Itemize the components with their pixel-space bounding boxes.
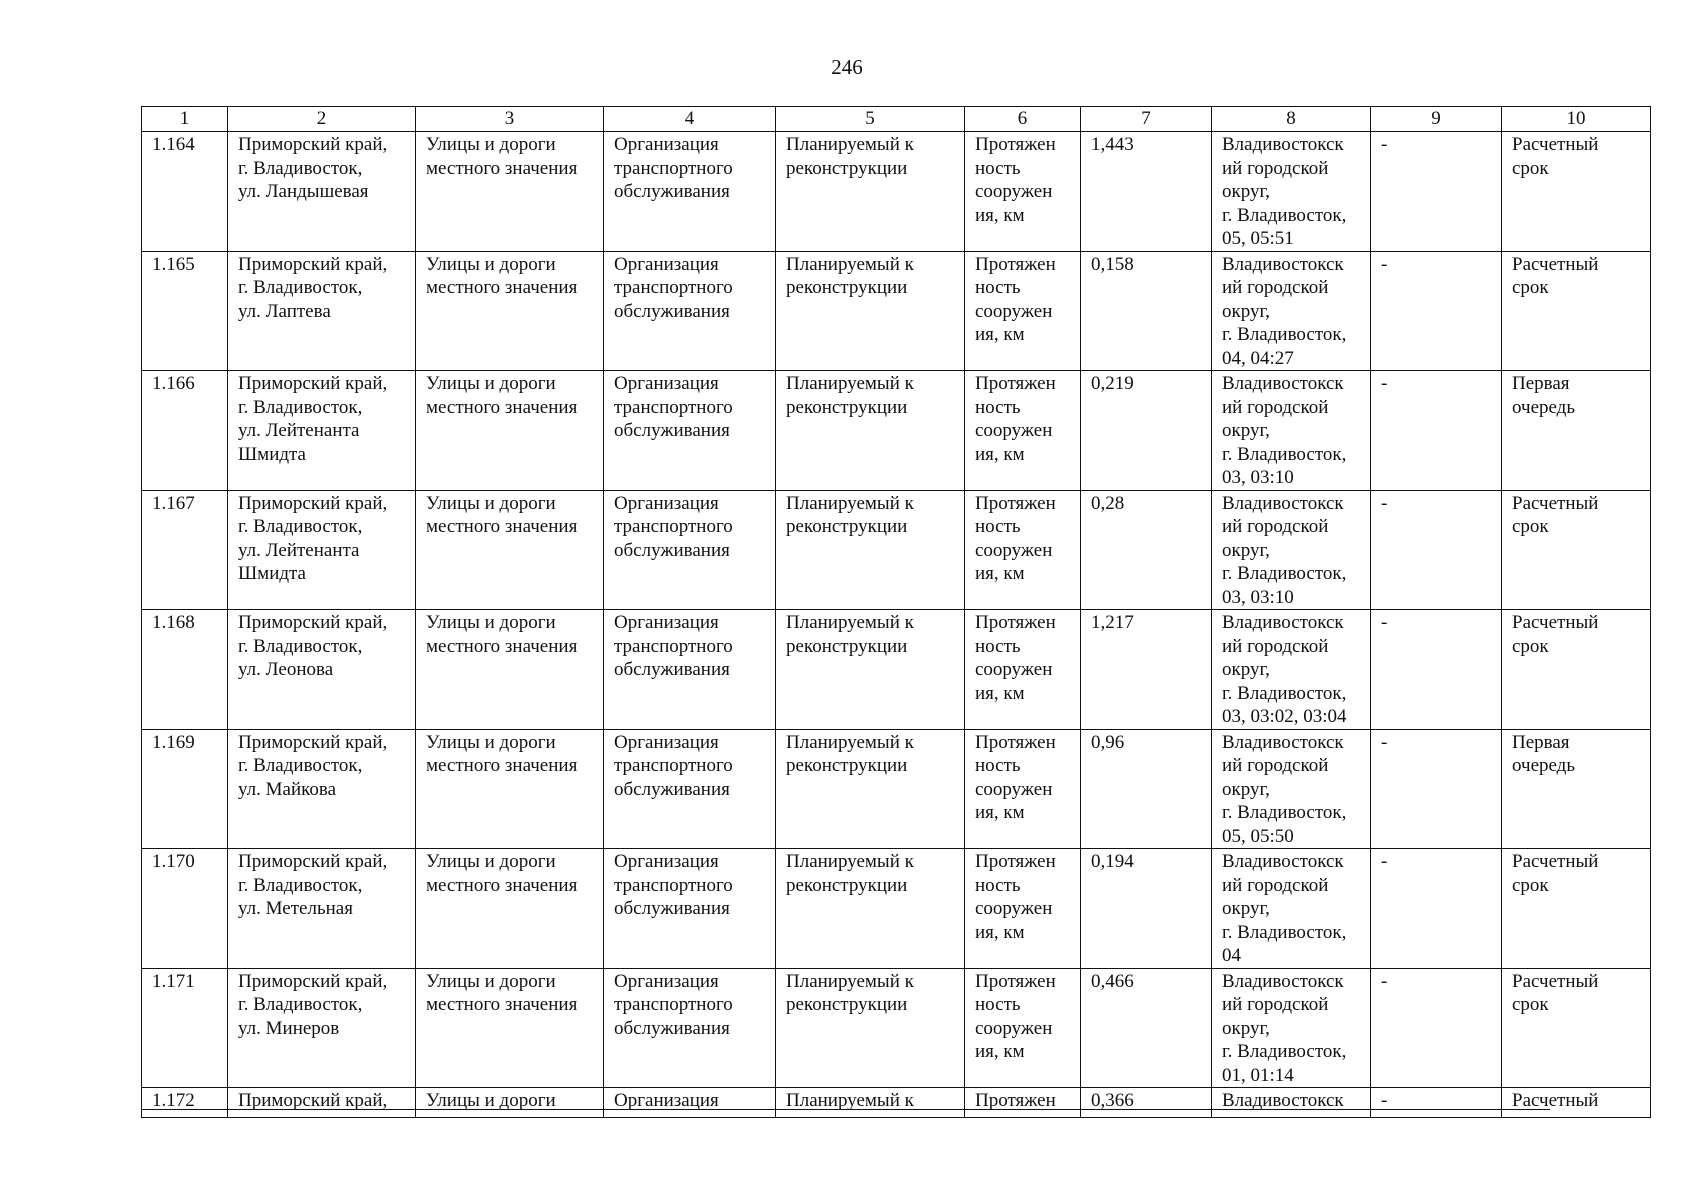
term-text: Расчетный срок: [1512, 970, 1599, 1015]
characteristic-cell: [965, 729, 1081, 849]
status-text: Планируемый к реконструкции: [786, 492, 914, 537]
zone-cell: [1212, 490, 1371, 610]
table-row: [142, 371, 1651, 491]
zone-text: Владивостокск ий городской округ, г. Владивосток, 03, 03:02, 03:04: [1222, 612, 1347, 727]
purpose-cell: [604, 610, 776, 730]
purpose-text: Организация транспортного обслуживания: [614, 253, 733, 322]
row-number-cell: [142, 1088, 228, 1118]
status-cell: [776, 251, 965, 371]
value-text: 0,96: [1091, 731, 1125, 753]
purpose-text: Организация транспортного обслуживания: [614, 851, 733, 919]
status-text: Планируемый к реконструкции: [786, 373, 914, 418]
location-cell: [228, 968, 416, 1088]
column-header: 2: [228, 107, 416, 132]
status-text: Планируемый к реконструкции: [786, 612, 914, 657]
object-type-text: Улицы и дороги местного значения: [426, 373, 578, 418]
characteristic-cell: [965, 251, 1081, 371]
location-text: Приморский край, г. Владивосток, ул. Минеров: [238, 970, 388, 1039]
term-text: Расчетный срок: [1512, 134, 1599, 179]
column-header: 8: [1212, 107, 1371, 132]
zone-cell: [1212, 1088, 1371, 1118]
page-number: 246: [831, 55, 863, 79]
term-text: Расчетный срок: [1512, 612, 1599, 657]
zone-text: Владивостокск ий городской округ, г. Владивосток, 01, 01:14: [1222, 970, 1347, 1086]
characteristic-cell: [965, 132, 1081, 252]
value-text: 0,466: [1091, 970, 1134, 992]
purpose-cell: [604, 490, 776, 610]
row-number-cell: [142, 251, 228, 371]
zone-cell: [1212, 371, 1371, 491]
characteristic-text: Протяжен ность сооружен ия, км: [975, 731, 1056, 823]
row-number-cell: [142, 132, 228, 252]
table-row: [142, 1088, 1651, 1118]
zone-cell: [1212, 729, 1371, 849]
value-text: 0,28: [1091, 492, 1125, 514]
purpose-text: Организация транспортного обслуживания: [614, 970, 733, 1039]
object-type-text: Улицы и дороги местного значения: [426, 492, 578, 537]
term-text: Расчетный срок: [1512, 253, 1599, 298]
column-9-cell: [1371, 251, 1502, 371]
object-type-cell: [416, 371, 604, 491]
row-number: 1.169: [152, 731, 195, 753]
column-9-cell: [1371, 1088, 1502, 1118]
purpose-cell: [604, 132, 776, 252]
column-9-text: -: [1381, 851, 1388, 872]
location-text: Приморский край, г. Владивосток, ул. Лейтенанта Шмидта: [238, 373, 388, 465]
characteristic-text: Протяжен ность сооружен ия, км: [975, 134, 1056, 226]
status-cell: [776, 849, 965, 969]
status-text: Планируемый к реконструкции: [786, 970, 914, 1015]
location-text: Приморский край, г. Владивосток, ул. Лаптева: [238, 253, 388, 322]
column-header: 10: [1502, 107, 1651, 132]
object-type-cell: [416, 1088, 604, 1118]
value-cell: [1081, 729, 1212, 849]
status-text: Планируемый к реконструкции: [786, 851, 914, 896]
row-number-cell: [142, 610, 228, 730]
term-cell: [1502, 968, 1651, 1088]
zone-text: Владивостокск ий городской округ, г. Владивосток, 03, 03:10: [1222, 492, 1347, 608]
location-text: Приморский край, г. Владивосток, ул. Метельная: [238, 851, 388, 919]
purpose-text: Организация: [614, 1090, 719, 1111]
column-9-text: -: [1381, 970, 1388, 992]
object-type-text: Улицы и дороги местного значения: [426, 851, 578, 896]
table-row: [142, 968, 1651, 1088]
term-text: Расчетный срок: [1512, 492, 1599, 537]
status-cell: [776, 371, 965, 491]
location-cell: [228, 729, 416, 849]
row-number-cell: [142, 968, 228, 1088]
location-text: Приморский край, г. Владивосток, ул. Майкова: [238, 731, 388, 800]
row-number: 1.172: [152, 1090, 195, 1111]
characteristic-text: Протяжен ность сооружен ия, км: [975, 373, 1056, 465]
value-text: 0,158: [1091, 253, 1134, 275]
term-cell: [1502, 610, 1651, 730]
location-cell: [228, 251, 416, 371]
zone-text: Владивостокск ий городской округ, г. Владивосток, 05, 05:50: [1222, 731, 1347, 847]
row-number: 1.165: [152, 253, 195, 275]
column-header: 9: [1371, 107, 1502, 132]
status-cell: [776, 729, 965, 849]
column-9-cell: [1371, 132, 1502, 252]
table-row: [142, 729, 1651, 849]
object-type-cell: [416, 968, 604, 1088]
term-cell: [1502, 371, 1651, 491]
row-number: 1.167: [152, 492, 195, 514]
column-header: 5: [776, 107, 965, 132]
characteristic-text: Протяжен ность сооружен ия, км: [975, 492, 1056, 584]
object-type-text: Улицы и дороги местного значения: [426, 970, 578, 1015]
location-text: Приморский край,: [238, 1090, 388, 1111]
purpose-cell: [604, 371, 776, 491]
table-row: [142, 610, 1651, 730]
value-cell: [1081, 490, 1212, 610]
term-text: Первая очередь: [1512, 731, 1576, 776]
status-cell: [776, 1088, 965, 1118]
characteristic-cell: [965, 371, 1081, 491]
purpose-text: Организация транспортного обслуживания: [614, 612, 733, 680]
object-type-cell: [416, 490, 604, 610]
object-type-cell: [416, 849, 604, 969]
purpose-cell: [604, 1088, 776, 1118]
column-9-cell: [1371, 849, 1502, 969]
zone-cell: [1212, 849, 1371, 969]
column-9-text: -: [1381, 373, 1388, 394]
term-cell: [1502, 490, 1651, 610]
purpose-text: Организация транспортного обслуживания: [614, 134, 733, 202]
location-cell: [228, 610, 416, 730]
status-text: Планируемый к реконструкции: [786, 731, 914, 776]
row-number-cell: [142, 490, 228, 610]
status-text: Планируемый к реконструкции: [786, 253, 914, 298]
term-cell: [1502, 849, 1651, 969]
column-header: 7: [1081, 107, 1212, 132]
location-cell: [228, 490, 416, 610]
characteristic-cell: [965, 968, 1081, 1088]
characteristic-cell: [965, 1088, 1081, 1118]
purpose-cell: [604, 251, 776, 371]
zone-text: Владивостокск ий городской округ, г. Владивосток, 05, 05:51: [1222, 134, 1347, 249]
status-cell: [776, 490, 965, 610]
object-type-cell: [416, 610, 604, 730]
object-type-text: Улицы и дороги местного значения: [426, 612, 578, 657]
zone-cell: [1212, 251, 1371, 371]
value-text: 0,366: [1091, 1090, 1134, 1111]
location-cell: [228, 849, 416, 969]
column-header: 1: [142, 107, 228, 132]
column-header: 3: [416, 107, 604, 132]
location-text: Приморский край, г. Владивосток, ул. Лейтенанта Шмидта: [238, 492, 388, 584]
status-text: Планируемый к реконструкции: [786, 134, 914, 179]
term-cell: [1502, 729, 1651, 849]
column-9-text: -: [1381, 134, 1388, 155]
zone-text: Владивостокск: [1222, 1090, 1344, 1111]
column-9-text: -: [1381, 253, 1388, 275]
value-text: 1,217: [1091, 612, 1134, 633]
value-cell: [1081, 849, 1212, 969]
status-text: Планируемый к: [786, 1090, 914, 1111]
table-row: [142, 251, 1651, 371]
header-row: [142, 107, 1651, 132]
value-cell: [1081, 132, 1212, 252]
object-type-text: Улицы и дороги местного значения: [426, 253, 578, 298]
value-cell: [1081, 610, 1212, 730]
characteristic-text: Протяжен: [975, 1090, 1056, 1111]
purpose-text: Организация транспортного обслуживания: [614, 373, 733, 441]
value-cell: [1081, 1088, 1212, 1118]
object-type-text: Улицы и дороги местного значения: [426, 731, 578, 776]
zone-text: Владивостокск ий городской округ, г. Владивосток, 04, 04:27: [1222, 253, 1347, 369]
zone-text: Владивостокск ий городской округ, г. Владивосток, 03, 03:10: [1222, 373, 1347, 488]
status-cell: [776, 968, 965, 1088]
row-number: 1.170: [152, 851, 195, 872]
registry-table: [141, 106, 1651, 1118]
column-9-cell: [1371, 610, 1502, 730]
row-number: 1.171: [152, 970, 195, 992]
zone-cell: [1212, 968, 1371, 1088]
purpose-text: Организация транспортного обслуживания: [614, 731, 733, 800]
column-9-text: -: [1381, 612, 1388, 633]
object-type-cell: [416, 132, 604, 252]
column-9-cell: [1371, 729, 1502, 849]
table-row: [142, 490, 1651, 610]
value-cell: [1081, 251, 1212, 371]
value-cell: [1081, 968, 1212, 1088]
characteristic-cell: [965, 849, 1081, 969]
row-number: 1.168: [152, 612, 195, 633]
term-text: Расчетный срок: [1512, 851, 1599, 896]
value-text: 0,194: [1091, 851, 1134, 872]
characteristic-text: Протяжен ность сооружен ия, км: [975, 612, 1056, 704]
row-number: 1.166: [152, 373, 195, 394]
purpose-cell: [604, 849, 776, 969]
purpose-cell: [604, 968, 776, 1088]
location-text: Приморский край, г. Владивосток, ул. Ландышевая: [238, 134, 388, 202]
status-cell: [776, 132, 965, 252]
registry-table-container: [141, 106, 1599, 1111]
column-9-text: -: [1381, 731, 1388, 753]
value-cell: [1081, 371, 1212, 491]
term-cell: [1502, 132, 1651, 252]
column-header: 6: [965, 107, 1081, 132]
term-text: Расчетный: [1512, 1090, 1599, 1111]
characteristic-cell: [965, 490, 1081, 610]
column-9-cell: [1371, 371, 1502, 491]
row-number: 1.164: [152, 134, 195, 155]
table-row: [142, 132, 1651, 252]
zone-cell: [1212, 132, 1371, 252]
purpose-cell: [604, 729, 776, 849]
value-text: 1,443: [1091, 134, 1134, 155]
location-text: Приморский край, г. Владивосток, ул. Леонова: [238, 612, 388, 680]
characteristic-text: Протяжен ность сооружен ия, км: [975, 253, 1056, 345]
column-9-cell: [1371, 968, 1502, 1088]
location-cell: [228, 1088, 416, 1118]
row-number-cell: [142, 729, 228, 849]
column-9-cell: [1371, 490, 1502, 610]
location-cell: [228, 371, 416, 491]
object-type-text: Улицы и дороги: [426, 1090, 556, 1111]
column-9-text: -: [1381, 1090, 1388, 1111]
zone-text: Владивостокск ий городской округ, г. Владивосток, 04: [1222, 851, 1347, 966]
object-type-cell: [416, 729, 604, 849]
row-number-cell: [142, 371, 228, 491]
location-cell: [228, 132, 416, 252]
column-header: 4: [604, 107, 776, 132]
term-cell: [1502, 251, 1651, 371]
characteristic-text: Протяжен ность сооружен ия, км: [975, 851, 1056, 943]
table-row: [142, 849, 1651, 969]
status-cell: [776, 610, 965, 730]
purpose-text: Организация транспортного обслуживания: [614, 492, 733, 561]
term-text: Первая очередь: [1512, 373, 1576, 418]
column-9-text: -: [1381, 492, 1388, 514]
object-type-text: Улицы и дороги местного значения: [426, 134, 578, 179]
object-type-cell: [416, 251, 604, 371]
zone-cell: [1212, 610, 1371, 730]
term-cell: [1502, 1088, 1651, 1118]
value-text: 0,219: [1091, 373, 1134, 394]
characteristic-text: Протяжен ность сооружен ия, км: [975, 970, 1056, 1062]
characteristic-cell: [965, 610, 1081, 730]
row-number-cell: [142, 849, 228, 969]
